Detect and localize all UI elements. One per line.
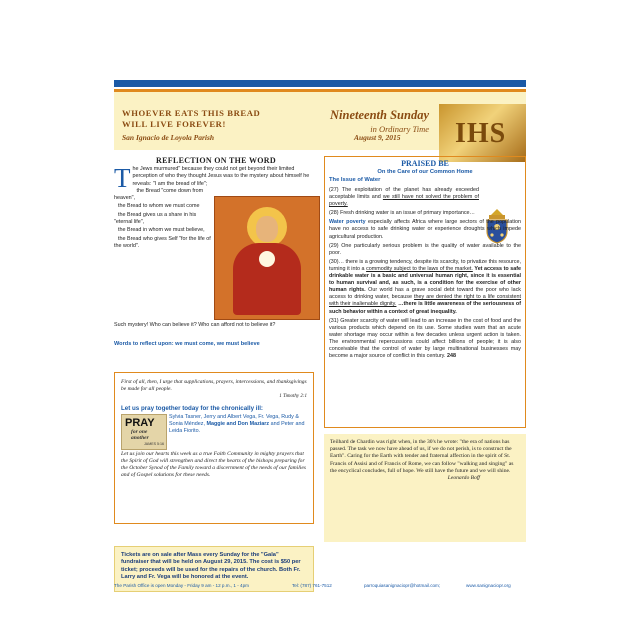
- encyclical-excerpt: (27) The exploitation of the planet has already exceeded acceptable limits and we still have not solved the problem of poverty. (28) Fresh drinking water is an issue of primary importance… Water poverty especially affects Africa where large sectors of the population have no access to safe drinking water or experience droughts which impede agricultural production. (29) One particularly serious problem is the quality of water available to the poor. (30)… there is a growing tendency, despite its scarcity, to privatize this resource, turning it into a commodity subject to the laws of the market. Yet access to safe drinkable water is a basic and universal human right, since it is essential to human survival and, as such, is a condition for the exercise of other human rights. Our world has a grave social debt toward the poor who lack access to drinking water, because they are denied the right to a life consistent with their inalienable dignity. …there is little awareness of the seriousness of such behavior within a context of great inequality. (31) Greater scarcity of water will lead to an increase in the cost of food and the various products which depend on its use. Some studies warn that an acute water shortage may occur within a few decades unless urgent action is taken. The environmental repercussions could affect billions of people; it is also conceivable that the control of water by large multinational businesses may become a major source of conflict in this century. 248: [329, 187, 522, 360]
- drop-cap: T: [114, 163, 131, 193]
- reflection-title: REFLECTION ON THE WORD: [156, 156, 276, 165]
- reflection-intro: he Jews murmured" because they could not get beyond their limited perception of who they thought Jesus was to the mystery about himself he reveals: "I am the bread of life";: [132, 166, 310, 187]
- page-title: WHOEVER EATS THIS BREAD WILL LIVE FOREVER!: [122, 108, 261, 129]
- community-prayer: Let us join our hearts this week as a true Faith Community in mighty prayers that the Spirit of God will strengthen and direct the hearts of the bishops preparing for the October Synod of the Family toward a discernment of the needs of our families and of Gospel solutions for these needs.: [121, 451, 306, 478]
- liturgical-sunday: Nineteenth Sunday in Ordinary Time: [330, 108, 429, 134]
- prayer-box: [114, 372, 314, 524]
- reflect-line: Words to reflect upon: we must come, we must believe: [114, 341, 260, 347]
- website-link[interactable]: www.sanignaciopr.org: [466, 583, 511, 588]
- praised-be-box: [324, 156, 526, 428]
- gala-tickets-notice: Tickets are on sale after Mass every Sunday for the "Gala" fundraiser that will be held on August 29, 2015. The cost is $50 per ticket; proceeds will be used for the repairs of the church. Both Fr. Larry and Fr. Vega will be honored at the event.: [114, 546, 314, 592]
- praised-be-title: PRAISED BE: [401, 159, 449, 168]
- bread-item: the Bread who gives Self "for the life of the world".: [114, 235, 211, 249]
- prayer-request-heading: Let us pray together today for the chronically ill:: [121, 405, 263, 412]
- pray-for-one-another-image: PRAY for one another JAMES 5:16: [121, 414, 167, 450]
- teilhard-quote-box: Teilhard de Chardin was right when, in the 30's he wrote: "the era of nations has passed. The task we now have ahead of us, if we do not perish, is to construct the Earth". Caring for the Earth with tender and fraternal affection in the spirit of St. Francis of Assisi and of Francis of Rome, we can follow "walking and singing" as the encyclical concludes, full of hope. We still have the future and we will shine. Leonardo Boff: [324, 434, 526, 542]
- scripture-quote: First of all, then, I urge that supplications, prayers, intercessions, and thanksgivings be made for all people.: [121, 379, 307, 392]
- left-column: [114, 156, 318, 347]
- phone-number: Tel: (787) 761-7512: [292, 583, 332, 588]
- top-blue-bar: [114, 80, 526, 87]
- quote-author: Leonardo Boff: [447, 475, 480, 482]
- bread-item: the Bread to whom we must come: [118, 203, 200, 210]
- issue-heading: The Issue of Water: [329, 177, 381, 183]
- parish-name: San Ignacio de Loyola Parish: [122, 133, 215, 142]
- praised-be-subtitle: On the Care of our Common Home: [377, 169, 473, 175]
- bread-item: the Bread gives us a share in his "eternal life",: [114, 211, 197, 226]
- bulletin-date: August 9, 2015: [354, 133, 401, 142]
- email-link[interactable]: parroquiasanignaciopr@hotmail.com;: [364, 583, 441, 588]
- sick-names: Sylvia Tasner, Jerry and Albert Vega, Fr. Vega, Rudy & Sonia Méndez, Maggie and Don Maziarz and Peter and Leida Fiorito.: [169, 414, 305, 434]
- bread-item: the Bread "come down from heaven",: [114, 187, 204, 202]
- ihs-logo: IHS: [439, 104, 526, 162]
- office-hours: The Parish Office is open Monday - Friday 9 am - 12 p.m., 1 - 4pm: [114, 583, 249, 588]
- scripture-reference: 1 Timothy 2:1: [279, 394, 307, 399]
- bulletin-page: [114, 80, 526, 620]
- jesus-icon-image: [214, 196, 320, 320]
- bread-item: the Bread in whom we must believe,: [118, 227, 205, 234]
- bread-list: [114, 188, 211, 250]
- mystery-text: Such mystery! Who can believe it? Who can afford not to believe it?: [114, 322, 276, 328]
